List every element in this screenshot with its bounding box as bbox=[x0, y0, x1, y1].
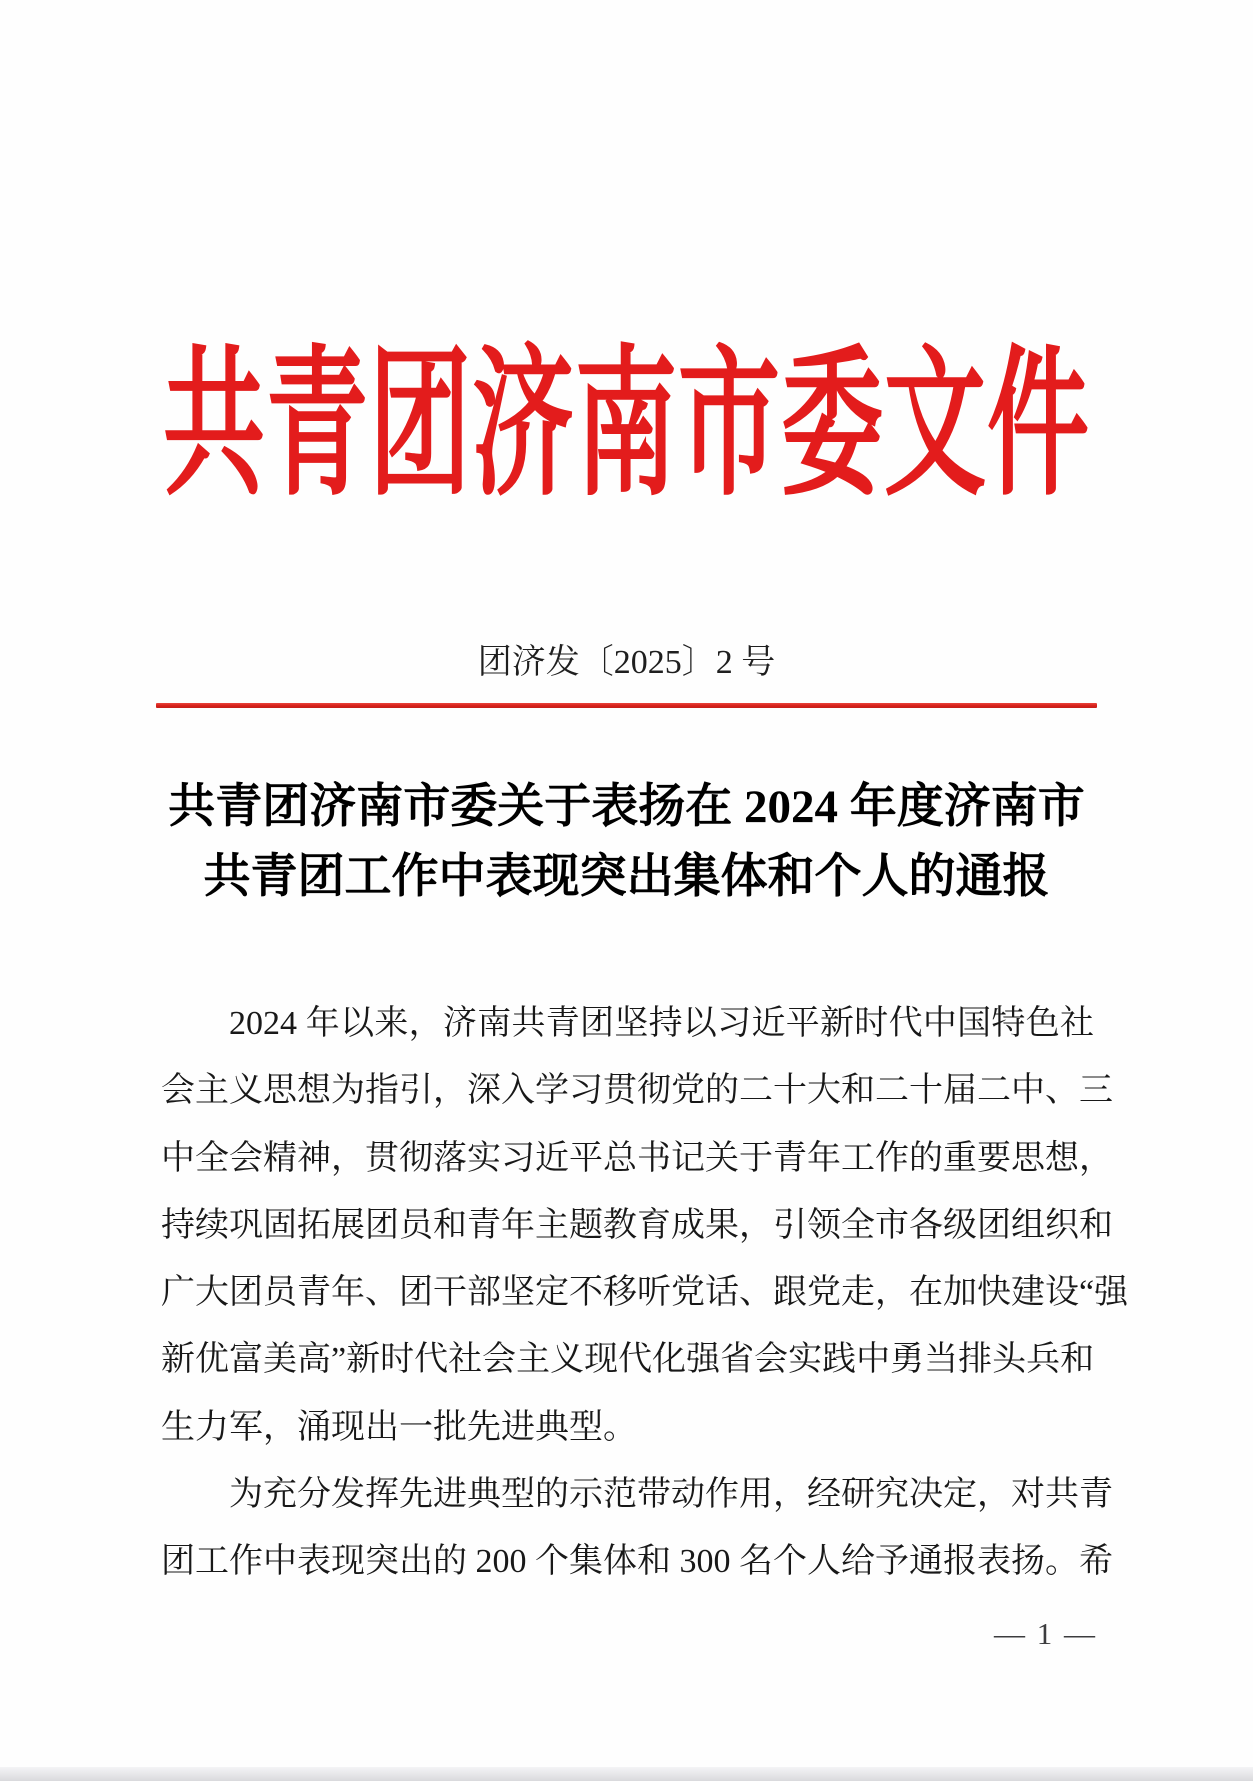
body-line: 持续巩固拓展团员和青年主题教育成果，引领全市各级团组织和 bbox=[161, 1206, 1113, 1244]
red-divider-rule bbox=[156, 703, 1097, 708]
body-line: 中全会精神，贯彻落实习近平总书记关于青年工作的重要思想， bbox=[161, 1139, 1113, 1177]
doc-title-line-2: 共青团工作中表现突出集体和个人的通报 bbox=[203, 851, 1050, 903]
body-line: 团工作中表现突出的 200 个集体和 300 名个人给予通报表扬。希 bbox=[161, 1543, 1113, 1581]
body-line: 广大团员青年、团干部坚定不移听党话、跟党走，在加快建设“强 bbox=[161, 1274, 1129, 1312]
doc-reference-number: 团济发〔2025〕2 号 bbox=[477, 644, 776, 681]
masthead-title: 共青团济南市委文件 bbox=[163, 337, 1090, 517]
body-line: 生力军，涌现出一批先进典型。 bbox=[161, 1408, 637, 1446]
masthead-wrap bbox=[0, 337, 1253, 522]
body-line: 新优富美高”新时代社会主义现代化强省会实践中勇当排头兵和 bbox=[161, 1341, 1095, 1379]
body-line: 为充分发挥先进典型的示范带动作用，经研究决定，对共青 bbox=[229, 1476, 1113, 1514]
body-line: 2024 年以来，济南共青团坚持以习近平新时代中国特色社 bbox=[229, 1005, 1094, 1042]
page-bottom-edge bbox=[0, 1767, 1253, 1781]
body-line: 会主义思想为指引，深入学习贯彻党的二十大和二十届二中、三 bbox=[161, 1072, 1113, 1110]
page-number: — 1 — bbox=[994, 1616, 1097, 1651]
doc-title-line-1: 共青团济南市委关于表扬在 2024 年度济南市 bbox=[168, 781, 1085, 833]
body-text bbox=[161, 990, 1129, 1596]
